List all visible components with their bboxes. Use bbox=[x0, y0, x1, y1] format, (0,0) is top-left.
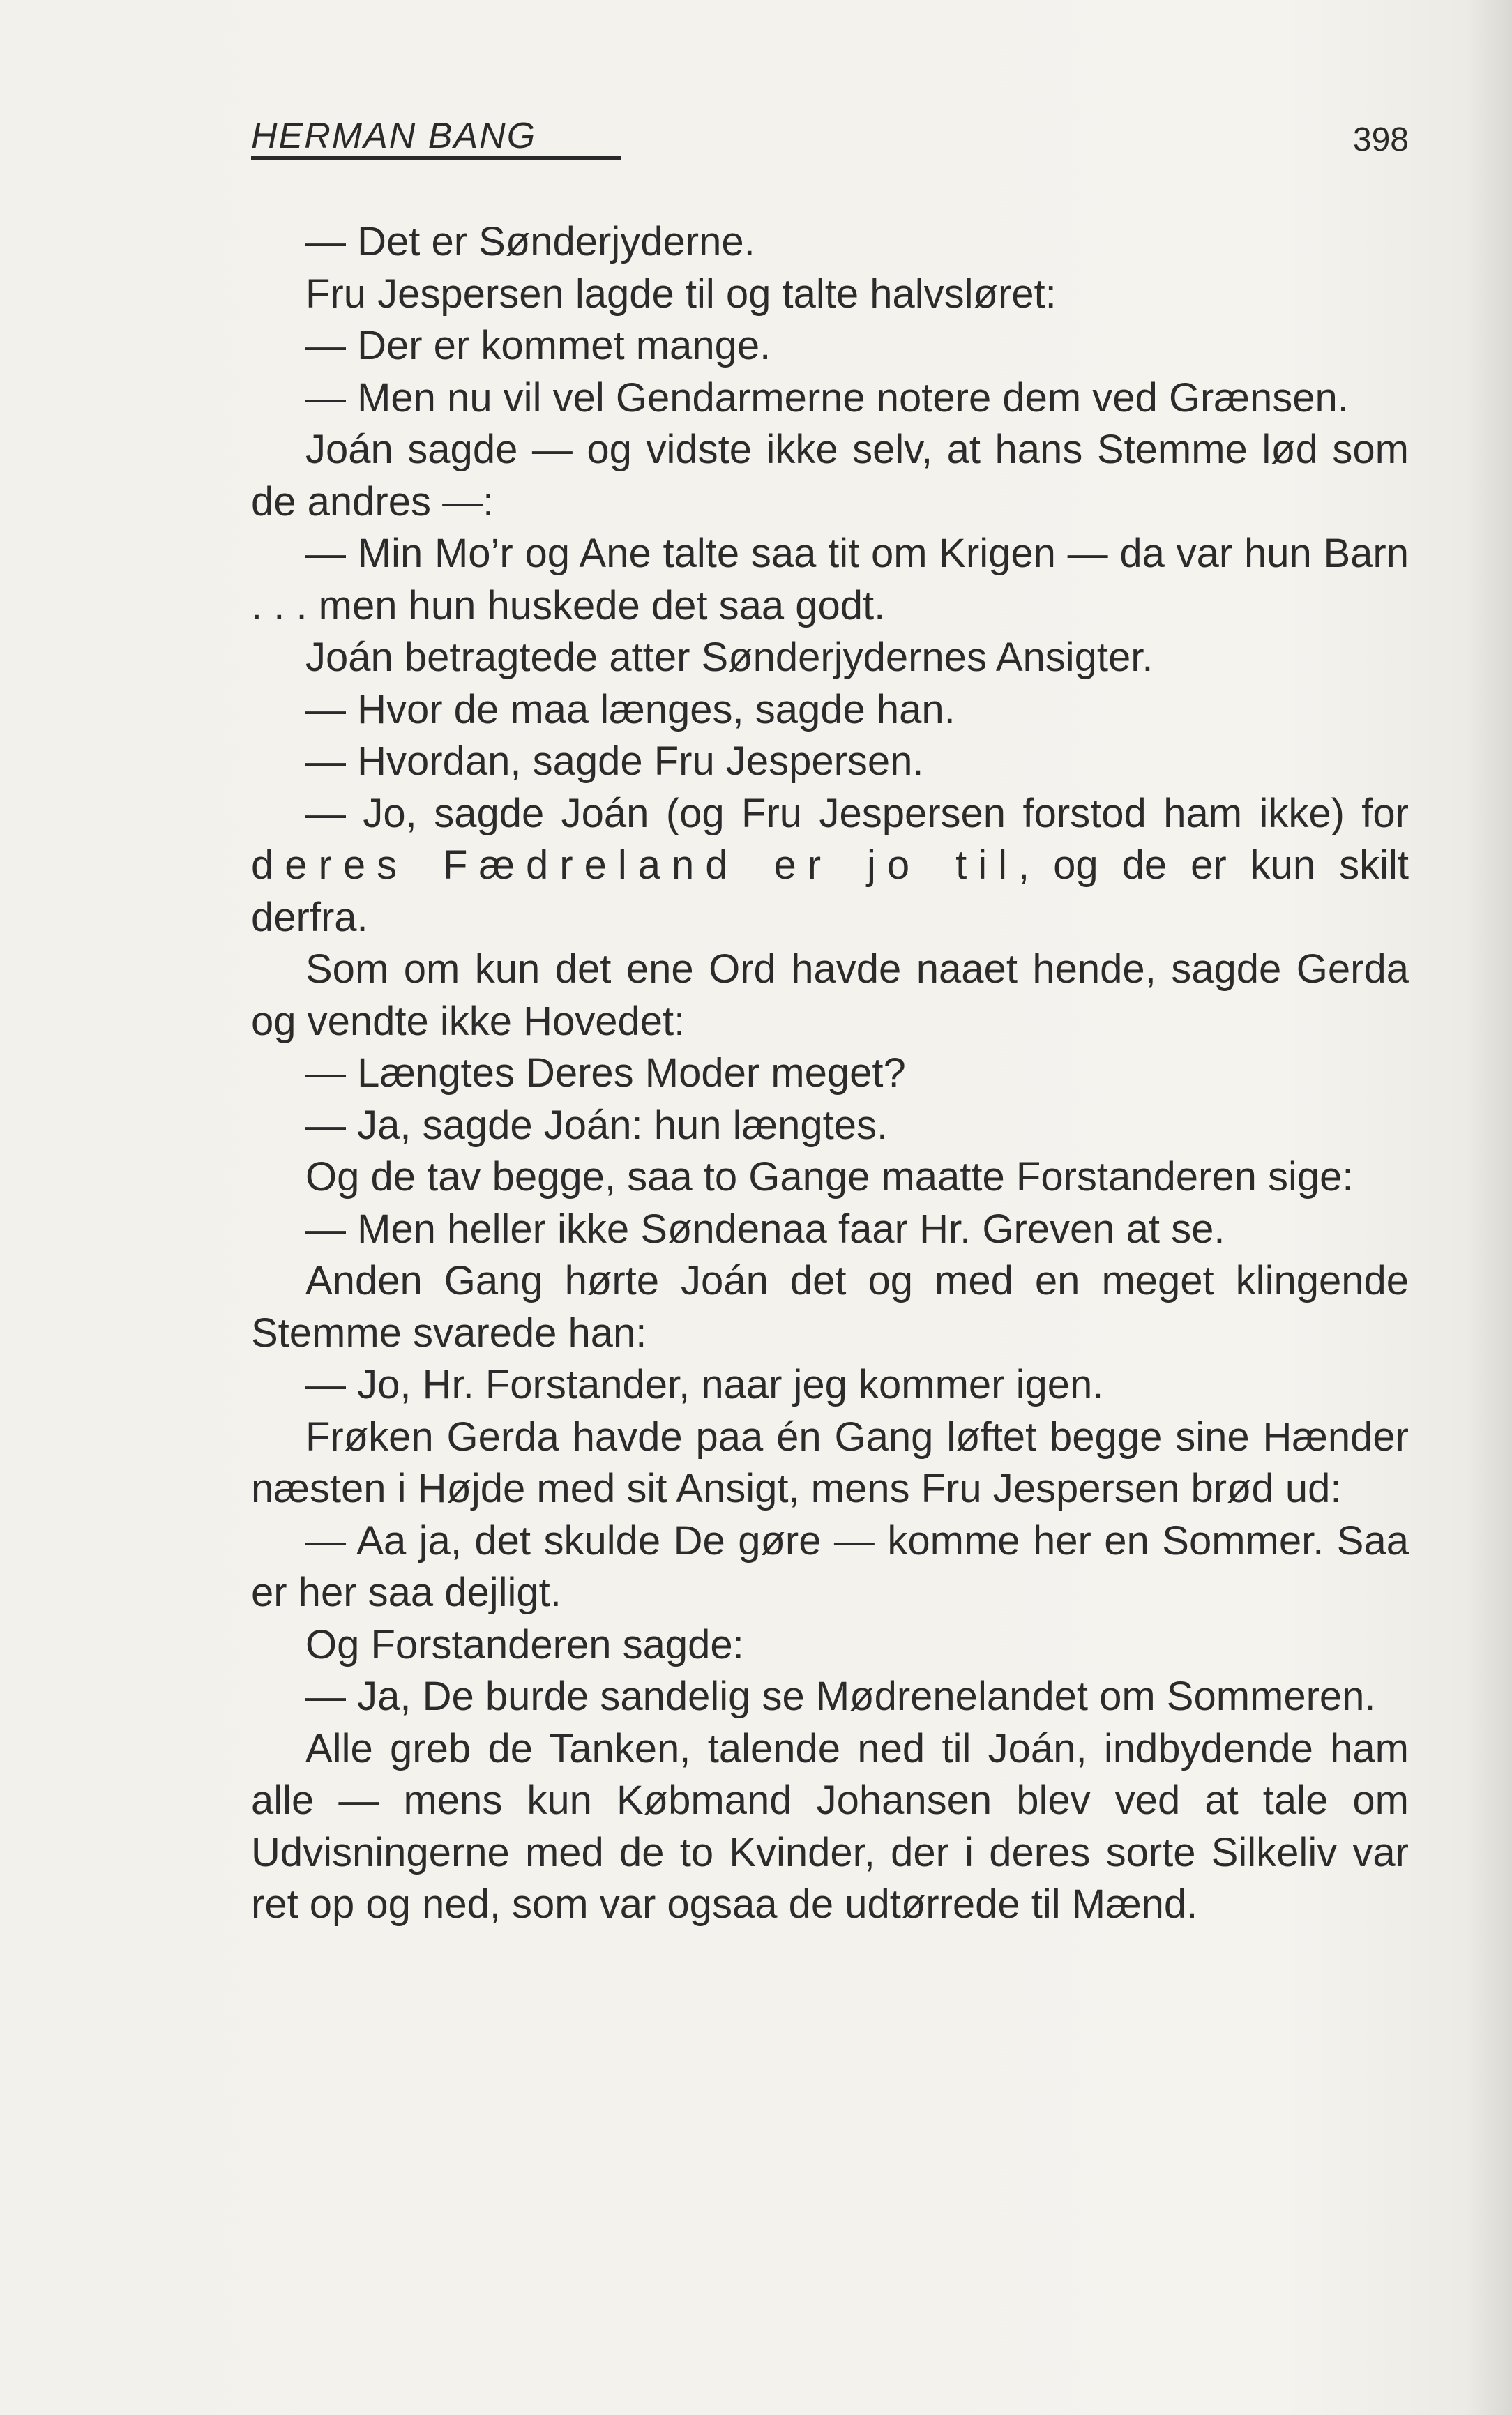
paragraph: Anden Gang hørte Joán det og med en meget klingende Stemme svarede han: bbox=[251, 1258, 1409, 1356]
paragraph: — Der er kommet mange. bbox=[305, 323, 771, 368]
paragraph: Som om kun det ene Ord havde naaet hende, sagde Gerda og vendte ikke Hovedet: bbox=[251, 946, 1409, 1044]
paragraph: Frøken Gerda havde paa én Gang løftet begge sine Hænder næsten i Højde med sit Ansigt, mens Fru Jespersen brød ud: bbox=[251, 1414, 1409, 1511]
paragraph: Alle greb de Tanken, talende ned til Joán, indbydende ham alle — mens kun Købmand Johansen blev ved at tale om Udvisningerne med de to Kvinder, der i deres sorte Silkeliv var ret op og ned, som var ogsaa de udtørrede til Mænd. bbox=[251, 1725, 1409, 1927]
text-run: — Jo, sagde Joán (og Fru Jespersen forstod ham ikke) for bbox=[305, 790, 1409, 836]
text-run: , og de er kun skilt derfra. bbox=[251, 842, 1409, 940]
paragraph: — Det er Sønderjyderne. bbox=[305, 219, 755, 264]
paragraph-spaced-emphasis bbox=[251, 788, 1409, 944]
running-title: HERMAN BANG bbox=[251, 117, 621, 160]
page-number: 398 bbox=[1352, 121, 1409, 158]
paragraph: — Ja, sagde Joán: hun længtes. bbox=[305, 1102, 889, 1148]
paragraph: — Aa ja, det skulde De gøre — komme her en Sommer. Saa er her saa dejligt. bbox=[251, 1517, 1409, 1615]
paragraph: — Men heller ikke Søndenaa faar Hr. Greven at se. bbox=[305, 1206, 1225, 1252]
paragraph: — Men nu vil vel Gendarmerne notere dem ved Grænsen. bbox=[305, 374, 1349, 421]
paragraph: Joán sagde — og vidste ikke selv, at hans Stemme lød som de andres —: bbox=[251, 427, 1409, 524]
paragraph: Fru Jespersen lagde til og talte halvsløret: bbox=[305, 271, 1057, 317]
paragraph: — Min Mo’r og Ane talte saa tit om Krigen — da var hun Barn . . . men hun huskede det saa godt. bbox=[251, 531, 1409, 628]
spaced-emphasis: deres Fædreland er jo til bbox=[251, 842, 1019, 888]
paragraph: — Hvor de maa længes, sagde han. bbox=[305, 686, 955, 732]
paragraph: — Hvordan, sagde Fru Jespersen. bbox=[305, 739, 924, 784]
paragraph: Og de tav begge, saa to Gange maatte Forstanderen sige: bbox=[305, 1154, 1354, 1199]
paragraph: Og Forstanderen sagde: bbox=[305, 1621, 744, 1667]
body-text bbox=[251, 216, 1409, 1931]
paragraph: — Jo, Hr. Forstander, naar jeg kommer igen. bbox=[305, 1362, 1104, 1407]
paragraph: — Længtes Deres Moder meget? bbox=[305, 1050, 906, 1096]
page-header bbox=[251, 117, 1409, 163]
paragraph: — Ja, De burde sandelig se Mødrenelandet om Sommeren. bbox=[305, 1674, 1376, 1719]
paragraph: Joán betragtede atter Sønderjydernes Ansigter. bbox=[305, 635, 1154, 680]
